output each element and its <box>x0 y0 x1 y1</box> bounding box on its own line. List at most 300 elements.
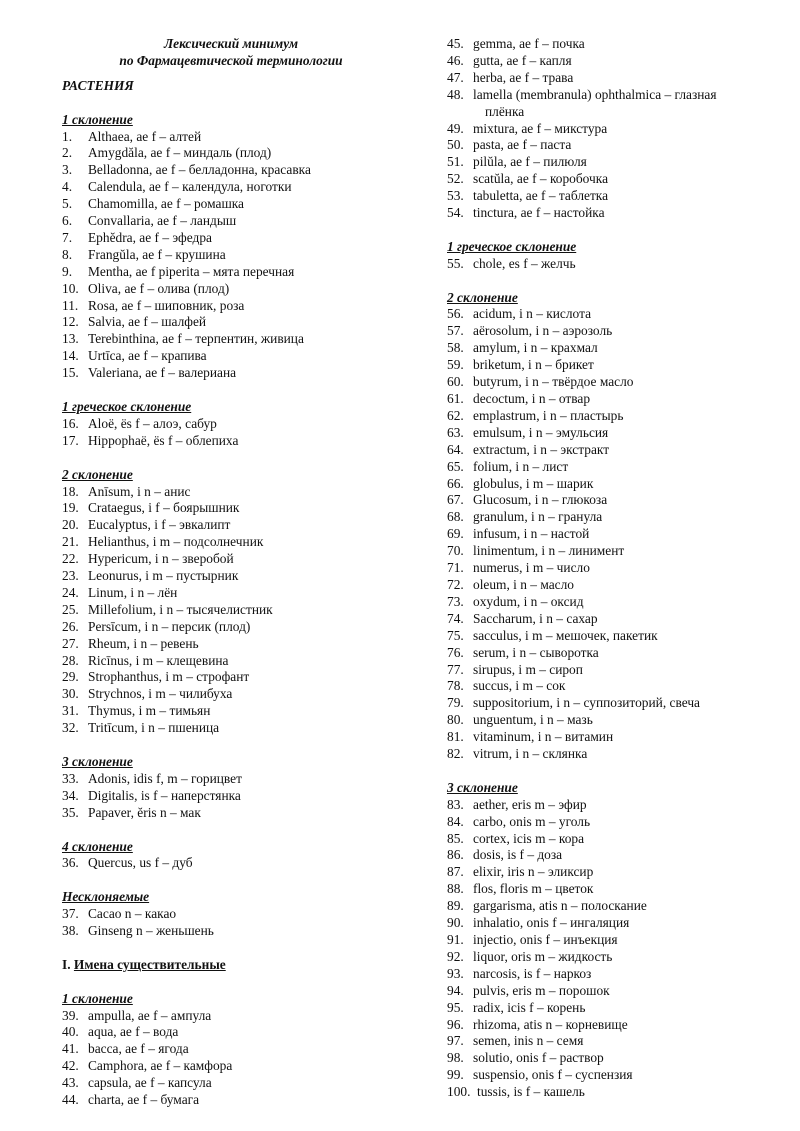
item-text: butyrum, i n – твёрдое масло <box>473 374 634 390</box>
item-number: 82. <box>447 746 464 762</box>
item-text: Crataegus, i f – боярышник <box>88 500 240 516</box>
list-item <box>447 746 782 763</box>
word-list <box>447 797 782 1101</box>
section-title-nouns <box>62 957 400 974</box>
document-title-line1: Лексический минимум <box>163 36 299 51</box>
list-item <box>447 357 782 374</box>
item-number: 23. <box>62 568 79 584</box>
word-list <box>62 416 400 450</box>
item-text: folium, i n – лист <box>473 458 569 474</box>
item-text: Adonis, idis f, m – горицвет <box>88 770 242 786</box>
list-item <box>447 628 782 645</box>
item-number: 7. <box>62 229 73 245</box>
item-number: 40. <box>62 1024 79 1040</box>
item-text: pulvis, eris m – порошок <box>473 982 610 998</box>
left-column <box>62 36 400 1109</box>
list-item <box>447 509 782 526</box>
list-item <box>62 517 400 534</box>
subheading-second-declension-nouns: 2 склонение <box>447 289 518 305</box>
item-text: vitaminum, i n – витамин <box>473 729 614 745</box>
item-text: Helianthus, i m – подсолнечник <box>88 534 264 550</box>
list-item <box>447 983 782 1000</box>
item-text: Chamomilla, ae f – ромашка <box>88 196 244 212</box>
item-text: Anīsum, i n – анис <box>88 483 191 499</box>
item-text: radix, icis f – корень <box>473 999 586 1015</box>
item-number: 93. <box>447 965 464 981</box>
subheading-first-declension-nouns: 1 склонение <box>62 990 133 1006</box>
list-item <box>447 1017 782 1034</box>
item-number: 96. <box>447 1016 464 1032</box>
list-item <box>447 323 782 340</box>
item-number: 89. <box>447 898 464 914</box>
item-number: 64. <box>447 441 464 457</box>
list-item <box>62 500 400 517</box>
item-text: Thymus, i m – тимьян <box>88 703 211 719</box>
list-item <box>447 36 782 53</box>
item-number: 2. <box>62 145 73 161</box>
list-item <box>62 585 400 602</box>
item-number: 42. <box>62 1058 79 1074</box>
list-item <box>447 459 782 476</box>
item-number: 74. <box>447 610 464 626</box>
item-number: 86. <box>447 847 464 863</box>
list-item <box>447 898 782 915</box>
item-text: Cacao n – какао <box>88 906 177 922</box>
item-text: gutta, ae f – капля <box>473 52 572 68</box>
item-number: 32. <box>62 720 79 736</box>
item-text: aёrosolum, i n – аэрозоль <box>473 323 613 339</box>
list-item <box>62 348 400 365</box>
list-item <box>62 534 400 551</box>
list-item <box>62 1024 400 1041</box>
item-number: 52. <box>447 171 464 187</box>
item-text: succus, i m – сок <box>473 678 566 694</box>
item-number: 18. <box>62 483 79 499</box>
item-number: 33. <box>62 770 79 786</box>
item-number: 9. <box>62 263 73 279</box>
item-text: unguentum, i n – мазь <box>473 712 593 728</box>
list-item <box>62 1008 400 1025</box>
item-text: granulum, i n – гранула <box>473 509 603 525</box>
item-text: Aloё, ёs f – алоэ, сабур <box>88 415 217 431</box>
item-text: infusum, i n – настой <box>473 526 590 542</box>
item-text: ampulla, ae f – ампула <box>88 1007 212 1023</box>
item-number: 11. <box>62 297 79 313</box>
list-item <box>447 543 782 560</box>
item-number: 95. <box>447 999 464 1015</box>
item-text: Tritīcum, i n – пшеница <box>88 720 220 736</box>
list-item <box>62 145 400 162</box>
item-text: Saccharum, i n – сахар <box>473 610 598 626</box>
item-text: Terebinthina, ae f – терпентин, живица <box>88 331 304 347</box>
word-list <box>62 484 400 738</box>
item-number: 92. <box>447 948 464 964</box>
list-item <box>62 179 400 196</box>
item-text: semen, inis n – семя <box>473 1033 584 1049</box>
item-number: 5. <box>62 196 73 212</box>
item-number: 98. <box>447 1050 464 1066</box>
item-text: Camphora, ae f – камфора <box>88 1058 233 1074</box>
list-item <box>447 171 782 188</box>
list-item <box>62 331 400 348</box>
item-text: solutio, onis f – раствор <box>473 1050 604 1066</box>
list-item <box>447 560 782 577</box>
item-text: sacculus, i m – мешочек, пакетик <box>473 627 658 643</box>
item-text: Calendula, ae f – календула, ноготки <box>88 179 292 195</box>
item-text: acidum, i n – кислота <box>473 306 592 322</box>
list-item <box>447 256 782 273</box>
list-item <box>62 619 400 636</box>
item-number: 76. <box>447 644 464 660</box>
item-number: 66. <box>447 475 464 491</box>
item-number: 27. <box>62 635 79 651</box>
item-text: serum, i n – сыворотка <box>473 644 599 660</box>
item-number: 19. <box>62 500 79 516</box>
item-number: 46. <box>447 52 464 68</box>
item-number: 77. <box>447 661 464 677</box>
list-item <box>447 577 782 594</box>
list-item <box>447 797 782 814</box>
item-number: 8. <box>62 246 73 262</box>
item-number: 25. <box>62 601 79 617</box>
item-text: gargarisma, atis n – полоскание <box>473 898 647 914</box>
word-list <box>62 129 400 383</box>
item-number: 71. <box>447 560 464 576</box>
item-number: 36. <box>62 855 79 871</box>
list-item <box>447 374 782 391</box>
list-item <box>62 365 400 382</box>
item-number: 85. <box>447 830 464 846</box>
list-item <box>447 645 782 662</box>
item-text: Papaver, ĕris n – мак <box>88 804 201 820</box>
item-number: 49. <box>447 120 464 136</box>
list-item <box>62 686 400 703</box>
item-text: Strophanthus, i m – строфант <box>88 669 250 685</box>
item-number: 45. <box>447 36 464 51</box>
item-number: 97. <box>447 1033 464 1049</box>
item-number: 70. <box>447 543 464 559</box>
item-number: 22. <box>62 551 79 567</box>
item-number: 12. <box>62 314 79 330</box>
item-text: Glucosum, i n – глюкоза <box>473 492 608 508</box>
list-item <box>62 923 400 940</box>
section-title-plants: РАСТЕНИЯ <box>62 77 134 93</box>
item-text: flos, floris m – цветок <box>473 881 594 897</box>
item-number: 17. <box>62 432 79 448</box>
item-number: 34. <box>62 787 79 803</box>
item-text: Rosa, ae f – шиповник, роза <box>88 297 245 313</box>
item-number: 67. <box>447 492 464 508</box>
item-number: 80. <box>447 712 464 728</box>
item-text: mixtura, ae f – микстура <box>473 120 608 136</box>
list-item <box>62 298 400 315</box>
list-item <box>447 847 782 864</box>
item-text: Ricīnus, i m – клещевина <box>88 652 229 668</box>
list-item <box>62 314 400 331</box>
item-text: capsula, ae f – капсула <box>88 1075 212 1091</box>
item-number: 29. <box>62 669 79 685</box>
list-item <box>62 720 400 737</box>
item-number: 16. <box>62 415 79 431</box>
item-text: lamella (membranula) ophthalmica – глазная <box>473 86 717 102</box>
item-text: Digitalis, is f – наперстянка <box>88 787 241 803</box>
list-item <box>447 526 782 543</box>
item-text: suspensio, onis f – суспензия <box>473 1067 633 1083</box>
word-list <box>447 256 782 273</box>
item-number: 68. <box>447 509 464 525</box>
item-text: Hippophaё, ёs f – облепиха <box>88 432 239 448</box>
subheading-third-declension-nouns: 3 склонение <box>447 779 518 795</box>
subheading-second-declension: 2 склонение <box>62 466 133 482</box>
item-text: emplastrum, i n – пластырь <box>473 407 624 423</box>
item-number: 48. <box>447 86 464 102</box>
word-list <box>62 855 400 872</box>
list-item <box>62 196 400 213</box>
list-item <box>62 636 400 653</box>
item-number: 28. <box>62 652 79 668</box>
item-text: pilŭla, ae f – пилюля <box>473 154 587 170</box>
list-item <box>447 70 782 87</box>
list-item <box>62 1075 400 1092</box>
item-text: Millefolium, i n – тысячелистник <box>88 601 273 617</box>
item-text: Amygdăla, ae f – миндаль (плод) <box>88 145 272 161</box>
item-number: 30. <box>62 686 79 702</box>
word-list <box>447 306 782 762</box>
item-text: tussis, is f – кашель <box>477 1084 585 1100</box>
item-text: Frangŭla, ae f – крушина <box>88 246 226 262</box>
document-title-line2: по Фармацевтической терминологии <box>119 52 343 68</box>
list-item <box>447 594 782 611</box>
item-number: 15. <box>62 365 79 381</box>
item-text: Leonurus, i m – пустырник <box>88 568 239 584</box>
item-number: 59. <box>447 357 464 373</box>
item-number: 20. <box>62 517 79 533</box>
item-text: Rheum, i n – ревень <box>88 635 199 651</box>
list-item <box>62 788 400 805</box>
item-number: 62. <box>447 407 464 423</box>
item-text: elixir, iris n – эликсир <box>473 864 594 880</box>
list-item <box>447 492 782 509</box>
item-text: injectio, onis f – инъекция <box>473 931 618 947</box>
item-text: Linum, i n – лён <box>88 584 178 600</box>
list-item <box>447 864 782 881</box>
list-item <box>447 408 782 425</box>
list-item <box>447 306 782 323</box>
item-number: 73. <box>447 593 464 609</box>
subheading-indeclinable: Несклоняемые <box>62 889 150 905</box>
list-item <box>447 442 782 459</box>
subheading-first-declension: 1 склонение <box>62 111 133 127</box>
item-text: Eucalyptus, i f – эвкалипт <box>88 517 231 533</box>
item-number: 56. <box>447 306 464 322</box>
item-number: 81. <box>447 729 464 745</box>
item-text: sirupus, i m – сироп <box>473 661 583 677</box>
item-text: Althaea, ae f – алтей <box>88 128 202 144</box>
nouns-heading-prefix: I. <box>62 956 74 972</box>
list-item <box>62 264 400 281</box>
list-item <box>447 188 782 205</box>
item-text: Urtīca, ae f – крапива <box>88 348 207 364</box>
nouns-heading-text: Имена существительные <box>73 956 226 972</box>
item-number: 4. <box>62 179 73 195</box>
list-item <box>447 1000 782 1017</box>
item-number: 90. <box>447 915 464 931</box>
item-number: 58. <box>447 340 464 356</box>
list-item <box>62 484 400 501</box>
item-text: herba, ae f – трава <box>473 69 574 85</box>
item-number: 10. <box>62 280 79 296</box>
item-number: 51. <box>447 154 464 170</box>
item-text: Salvia, ae f – шалфей <box>88 314 207 330</box>
list-item <box>62 855 400 872</box>
item-number: 69. <box>447 526 464 542</box>
subheading-greek-declension-nouns: 1 греческое склонение <box>447 238 577 254</box>
item-text: Mentha, ae f piperita – мята перечная <box>88 263 295 279</box>
item-text: emulsum, i n – эмульсия <box>473 424 609 440</box>
list-item <box>447 154 782 171</box>
item-number: 91. <box>447 931 464 947</box>
item-text: Belladonna, ae f – белладонна, красавка <box>88 162 311 178</box>
item-text: oxydum, i n – оксид <box>473 593 584 609</box>
list-item <box>62 247 400 264</box>
item-text: tabuletta, ae f – таблетка <box>473 188 609 204</box>
item-number: 63. <box>447 424 464 440</box>
item-text: narcosis, is f – наркоз <box>473 965 592 981</box>
item-text: Oliva, ae f – олива (плод) <box>88 280 230 296</box>
item-text: Strychnos, i m – чилибуха <box>88 686 233 702</box>
item-text: Hypericum, i n – зверобой <box>88 551 234 567</box>
item-number: 50. <box>447 137 464 153</box>
word-list <box>62 771 400 822</box>
item-number: 21. <box>62 534 79 550</box>
list-item <box>62 602 400 619</box>
item-number: 83. <box>447 796 464 812</box>
item-text: oleum, i n – масло <box>473 576 574 592</box>
list-item <box>447 678 782 695</box>
list-item <box>62 213 400 230</box>
item-text: charta, ae f – бумага <box>88 1092 200 1108</box>
item-text: Ginseng n – женьшень <box>88 923 214 939</box>
list-item <box>447 391 782 408</box>
item-text: numerus, i m – число <box>473 560 590 576</box>
item-text: inhalatio, onis f – ингаляция <box>473 915 630 931</box>
word-list <box>62 1008 400 1109</box>
item-text: rhizoma, atis n – корневище <box>473 1016 628 1032</box>
list-item <box>447 881 782 898</box>
item-number: 47. <box>447 69 464 85</box>
item-number: 78. <box>447 678 464 694</box>
list-item <box>447 1084 782 1101</box>
list-item <box>447 729 782 746</box>
list-item <box>62 551 400 568</box>
item-number: 31. <box>62 703 79 719</box>
item-number: 61. <box>447 391 464 406</box>
subheading-greek-declension: 1 греческое склонение <box>62 399 192 414</box>
item-text: Persīcum, i n – персик (плод) <box>88 618 251 634</box>
word-list <box>62 906 400 940</box>
list-item <box>447 932 782 949</box>
item-number: 79. <box>447 695 464 711</box>
item-number: 57. <box>447 323 464 339</box>
list-item <box>447 53 782 70</box>
list-item <box>447 831 782 848</box>
item-number: 1. <box>62 128 73 144</box>
list-item <box>447 1033 782 1050</box>
list-item <box>447 1050 782 1067</box>
item-number: 24. <box>62 584 79 600</box>
list-item <box>62 162 400 179</box>
item-text: aqua, ae f – вода <box>88 1024 179 1040</box>
item-text: Quercus, us f – дуб <box>88 855 193 871</box>
item-number: 6. <box>62 213 73 229</box>
item-number: 60. <box>447 374 464 390</box>
list-item <box>447 915 782 932</box>
item-text: pasta, ae f – паста <box>473 137 572 153</box>
list-item <box>447 662 782 679</box>
item-number: 38. <box>62 923 79 939</box>
list-item-continuation: плёнка <box>485 103 525 119</box>
item-number: 41. <box>62 1041 79 1057</box>
item-text: suppositorium, i n – суппозиторий, свеча <box>473 695 700 711</box>
subheading-fourth-declension: 4 склонение <box>62 838 133 854</box>
list-item <box>62 653 400 670</box>
item-text: Convallaria, ae f – ландыш <box>88 213 237 229</box>
word-list <box>447 36 782 222</box>
item-text: linimentum, i n – линимент <box>473 543 625 559</box>
item-text: dosis, is f – доза <box>473 847 563 863</box>
item-number: 75. <box>447 627 464 643</box>
item-text: decoctum, i n – отвар <box>473 391 591 406</box>
list-item <box>62 703 400 720</box>
item-number: 37. <box>62 906 79 922</box>
item-number: 3. <box>62 162 73 178</box>
item-number: 55. <box>447 255 464 271</box>
item-text: gemma, ae f – почка <box>473 36 585 51</box>
list-item <box>447 949 782 966</box>
list-item <box>62 416 400 433</box>
item-number: 99. <box>447 1067 464 1083</box>
list-item <box>447 814 782 831</box>
item-text: liquor, oris m – жидкость <box>473 948 613 964</box>
list-item <box>447 712 782 729</box>
item-number: 35. <box>62 804 79 820</box>
item-number: 65. <box>447 458 464 474</box>
list-item <box>62 771 400 788</box>
item-number: 14. <box>62 348 79 364</box>
list-item <box>447 476 782 493</box>
item-text: cortex, icis m – кора <box>473 830 585 846</box>
list-item <box>62 568 400 585</box>
item-text: Valeriana, ae f – валериана <box>88 365 237 381</box>
item-number: 100. <box>447 1084 471 1100</box>
right-column <box>447 36 782 1101</box>
item-text: aether, eris m – эфир <box>473 796 587 812</box>
item-number: 54. <box>447 205 464 221</box>
list-item <box>62 281 400 298</box>
list-item <box>62 1041 400 1058</box>
item-number: 26. <box>62 618 79 634</box>
list-item <box>62 433 400 450</box>
list-item <box>62 1058 400 1075</box>
list-item <box>62 230 400 247</box>
list-item <box>62 906 400 923</box>
item-number: 84. <box>447 813 464 829</box>
list-item <box>447 87 782 104</box>
list-item <box>62 129 400 146</box>
item-text: tinctura, ae f – настойка <box>473 205 605 221</box>
item-text: chole, es f – желчь <box>473 255 576 271</box>
list-item <box>447 340 782 357</box>
